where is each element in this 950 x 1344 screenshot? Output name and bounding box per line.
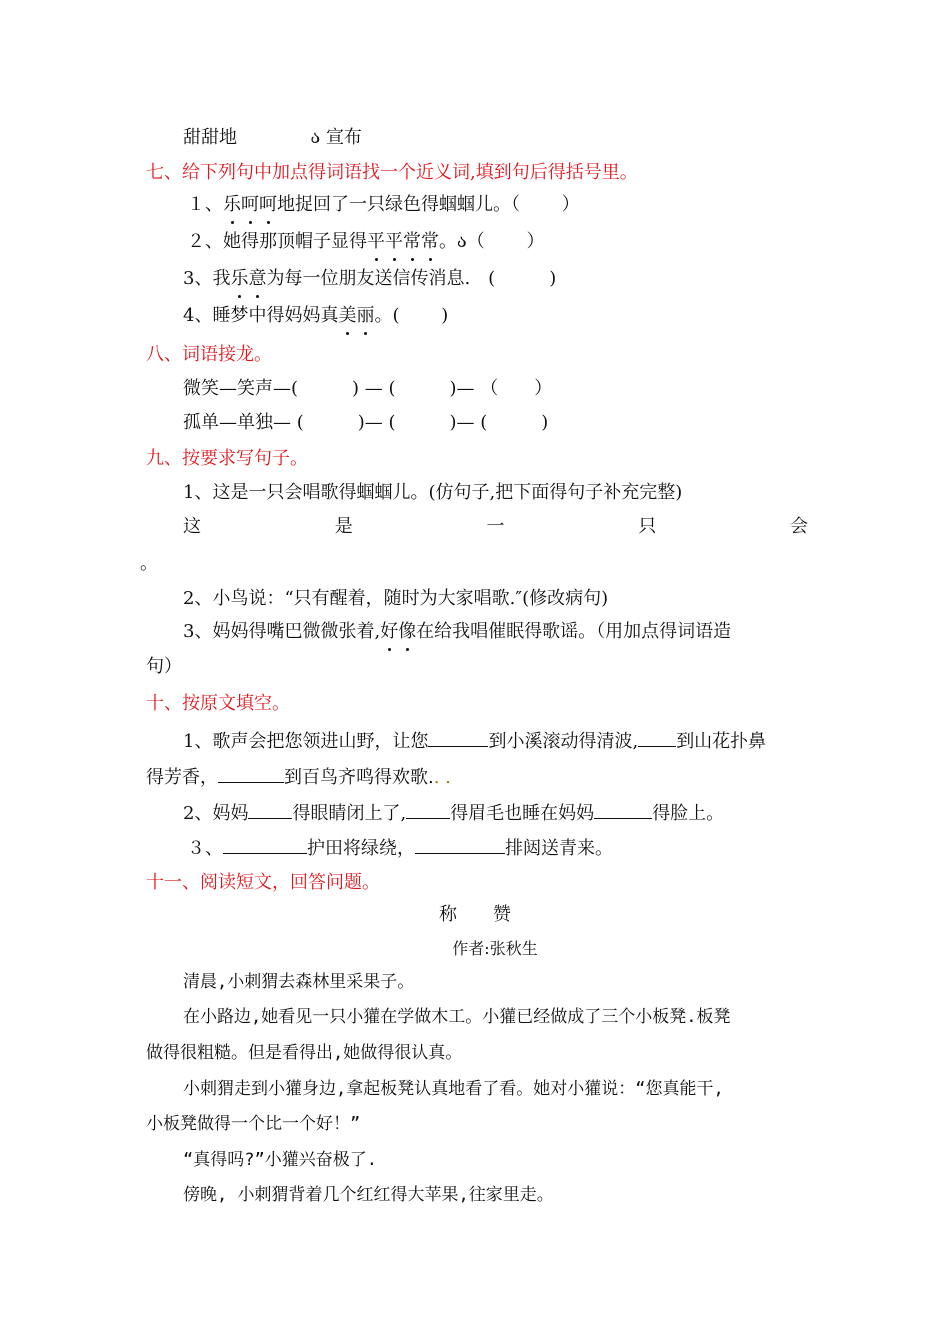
story-title: 称 赞 <box>439 904 511 925</box>
emphasis-dot-char: 乐 <box>230 268 249 289</box>
word-xuanbu: 宣布 <box>325 127 362 148</box>
q9-heading: 九、按要求写句子。 <box>146 448 308 469</box>
q9-item-3: 3、妈妈得嘴巴微微张着,好像在给我唱催眠得歌谣。（用加点得词语造 <box>183 621 732 642</box>
emphasis-dot-char: 常 <box>403 231 421 252</box>
fill-blank[interactable] <box>406 800 450 819</box>
q7-item-4: 4、睡梦中得妈妈真美丽。( ) <box>183 305 449 326</box>
q10-line-2: 得芳香， 到百鸟齐鸣得欢歌.. . <box>146 764 451 790</box>
emphasis-dot-char: 乐 <box>223 194 241 215</box>
q10-heading: 十、按原文填空。 <box>146 693 290 714</box>
fill-blank[interactable] <box>638 728 676 747</box>
trailing-dots: . . <box>433 767 451 788</box>
q9-spread-line: 这 是 一 只 会 <box>183 516 808 537</box>
q7-item-4-dotted <box>338 305 374 326</box>
story-para: “真得吗?”小獾兴奋极了. <box>183 1150 377 1170</box>
word-tiantiandi: 甜甜地 <box>183 127 237 148</box>
emphasis-dot-char: 呵 <box>259 194 277 215</box>
fill-blank[interactable] <box>415 835 505 854</box>
story-para: 做得很粗糙。但是看得出,她做得很认真。 <box>146 1043 463 1063</box>
q10-line-4: ３、 护田将绿绕， 排闼送青来。 <box>187 835 613 861</box>
fill-blank[interactable] <box>428 728 488 747</box>
q7-item-2: ２、她得那顶帽子显得平平常常。ა（ ） <box>187 231 545 252</box>
emphasis-dot-char: 平 <box>367 231 385 252</box>
story-para: 在小路边,她看见一只小獾在学做木工。小獾已经做成了三个小板凳.板凳 <box>183 1007 731 1027</box>
top-line <box>183 126 362 150</box>
q9-item-3-dotted <box>380 621 416 642</box>
q11-heading: 十一、阅读短文，回答问题。 <box>146 872 380 893</box>
fill-blank[interactable] <box>248 800 292 819</box>
q7-item-3: 3、我乐意为每一位朋友送信传消息. ( ) <box>183 268 557 289</box>
q8-row-2: 孤单—单独— ( )— ( )— ( ) <box>183 412 549 433</box>
q9-item-3-cont: 句） <box>146 656 182 677</box>
q7-item-2-dotted <box>367 231 439 252</box>
q9-item-1: 1、这是一只会唱歌得蝈蝈儿。(仿句子,把下面得句子补充完整) <box>183 482 683 503</box>
story-author: 作者:张秋生 <box>452 939 538 958</box>
q7-item-3-dotted <box>230 268 266 289</box>
fill-blank[interactable] <box>223 835 307 854</box>
q8-heading: 八、词语接龙。 <box>146 344 272 365</box>
emphasis-dot-char: 美 <box>338 305 357 326</box>
emphasis-dot-char: 像 <box>398 621 417 642</box>
fill-blank[interactable] <box>594 800 652 819</box>
bullet-mark: ა <box>310 127 321 148</box>
emphasis-dot-char: 好 <box>380 621 399 642</box>
q9-item-2: 2、小鸟说：“只有醒着，随时为大家唱歌.″(修改病句) <box>183 588 609 609</box>
q8-row-1: 微笑—笑声—( ) — ( )— （ ） <box>183 378 553 399</box>
emphasis-dot-char: 呵 <box>241 194 259 215</box>
emphasis-dot-char: 常 <box>421 231 439 252</box>
q9-end-mark: 。 <box>140 553 158 574</box>
story-para: 傍晚, 小刺猬背着几个红红得大苹果,往家里走。 <box>183 1185 554 1205</box>
story-para: 小刺猬走到小獾身边,拿起板凳认真地看了看。她对小獾说：“您真能干, <box>183 1079 724 1099</box>
q10-line-3: 2、妈妈 得眼睛闭上了, 得眉毛也睡在妈妈 得脸上。 <box>183 800 724 826</box>
q7-heading: 七、给下列句中加点得词语找一个近义词,填到句后得括号里。 <box>146 162 638 183</box>
story-para: 小板凳做得一个比一个好！” <box>146 1114 361 1134</box>
fill-blank[interactable] <box>218 764 284 783</box>
q7-item-1: １、乐呵呵地捉回了一只绿色得蝈蝈儿。（ ） <box>187 194 580 215</box>
emphasis-dot-char: 丽 <box>356 305 375 326</box>
story-para: 清晨,小刺猬去森林里采果子。 <box>183 972 415 992</box>
q7-item-1-dotted <box>223 194 277 215</box>
q10-line-1: 1、歌声会把您领进山野，让您 到小溪滚动得清波, 到山花扑鼻 <box>183 728 766 754</box>
emphasis-dot-char: 平 <box>385 231 403 252</box>
emphasis-dot-char: 意 <box>248 268 267 289</box>
